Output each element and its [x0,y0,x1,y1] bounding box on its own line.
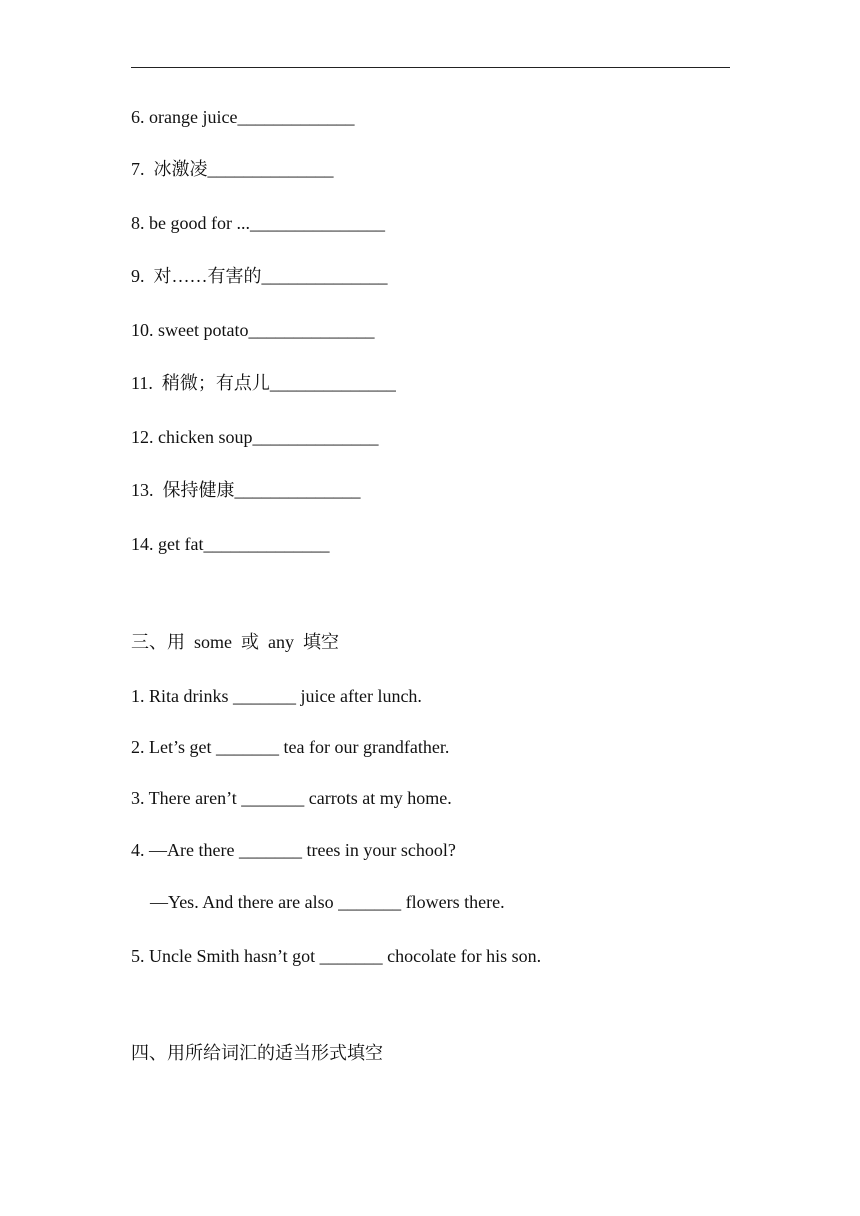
vocab-item-7: 7. 冰激凌______________ [131,159,334,179]
vocab-item-8: 8. be good for ..._______________ [131,213,385,233]
vocab-item-9: 9. 对……有害的______________ [131,266,388,286]
question-3: 3. There aren’t _______ carrots at my home. [131,788,452,808]
section-3-heading: 三、用 some 或 any 填空 [131,632,339,652]
vocab-item-14: 14. get fat______________ [131,534,330,554]
question-2: 2. Let’s get _______ tea for our grandfather. [131,737,450,757]
vocab-item-11: 11. 稍微；有点儿______________ [131,373,396,393]
section-4-heading: 四、用所给词汇的适当形式填空 [131,1043,383,1063]
question-1: 1. Rita drinks _______ juice after lunch. [131,686,422,706]
question-4: 4. —Are there _______ trees in your school? [131,840,456,860]
vocab-item-6: 6. orange juice_____________ [131,107,355,127]
vocab-item-13: 13. 保持健康______________ [131,480,361,500]
question-5: 5. Uncle Smith hasn’t got _______ chocolate for his son. [131,946,542,966]
vocab-item-10: 10. sweet potato______________ [131,320,375,340]
header-rule [131,67,730,68]
question-4-answer-line: —Yes. And there are also _______ flowers there. [150,892,505,912]
vocab-item-12: 12. chicken soup______________ [131,427,379,447]
